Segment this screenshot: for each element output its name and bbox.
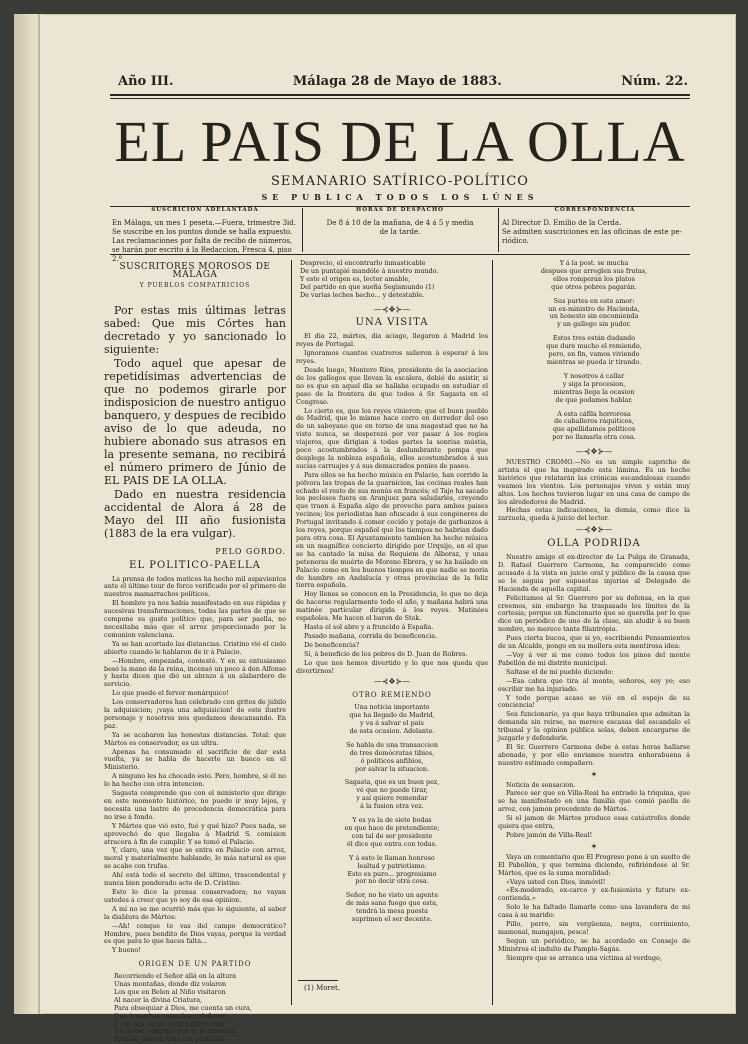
verse-line: que dure mucho el remiendo, <box>546 342 642 351</box>
notice-paragraph: Dado en nuestra residencia accidental de Alora á 28 de Mayo del III año fusionista (1883 de la era vulgar). <box>104 487 286 540</box>
paragraph: Esto lo dice la prensa conservadora; no vayan ustedes á creer que yo soy de esa opinion. <box>104 887 286 904</box>
paragraph: Hasta el sol abre y a fruncido á España. <box>304 622 434 631</box>
footnote: (1) Moret. <box>304 984 341 992</box>
verse-stanza <box>296 704 488 736</box>
verse-line: Estos tres están dudando <box>552 334 636 343</box>
issue-date: Málaga 28 de Mayo de 1883. <box>292 74 502 89</box>
poem <box>104 973 286 1044</box>
section-title: OLLA PODRIDA <box>547 538 641 550</box>
ornament-divider: ✶ <box>590 841 598 851</box>
verse-line: Y á esto le llaman honroso <box>349 853 435 862</box>
paragraph: El hombre ya nos había manifestado en sus rápidas y sucesivas transformaciones, todas las partes de que se compone su gusto político que, para ser paella, no necesitaba más que el arroz proporcionado por la comunion valenciana. <box>104 599 286 639</box>
hours-box <box>306 206 494 237</box>
paragraph: Desde luego, Montero Rios, presidente de la asociacion de los gallegos que llevan la escalera, debió de asistir, si no es que en aquel dia se hallaba ocupado en estudiar el paso de la frontera de que todos á Sr. Sagasta en el Congreso. <box>296 365 488 406</box>
verse-line: y va á salvar el país <box>360 719 424 728</box>
section-title: UNA VISITA <box>355 317 429 329</box>
rule-top-thin <box>110 98 690 99</box>
ornament-divider: —⊰❖⊱— <box>373 677 411 687</box>
article-body <box>498 554 690 768</box>
verse-line: él dice que entra con todas. <box>347 839 437 848</box>
spine-fold <box>38 14 40 1014</box>
paragraph: El Sr. Guerrero Carmona debe á estas horas hallarse abonado, y por ello enviamos nuestra enhorabuena á nuestro estimado compañero. <box>498 742 690 767</box>
footnote-rule <box>298 980 338 981</box>
ornament-divider: —⊰❖⊱— <box>575 447 613 457</box>
correspondence-box <box>502 206 688 246</box>
verse-stanza <box>498 411 690 443</box>
paragraph: Siempre que se arranca una víctima al verdugo, <box>506 953 662 962</box>
verse-line: mientras se pueda ir tirando. <box>546 357 642 366</box>
paragraph: «Vaya usted con Dios, inmóvil! <box>506 877 606 886</box>
verse-line: un honesto sin encomienda <box>549 312 639 321</box>
verse-line: con tal de ser presidente <box>351 831 433 840</box>
column-1 <box>104 260 287 1044</box>
subscription-line: Las reclamaciones por falta de recibo de números, <box>112 237 293 245</box>
paragraph: Pues cierta bucoa, que si yo, escribiendo Pensamientos de un Alcalde, pongo en su mollera esta mentirosa idea: <box>498 634 690 651</box>
info-divider <box>498 208 499 252</box>
news-brief <box>498 854 690 963</box>
verse-line: Sagasta, que es un buen pez, <box>344 778 440 787</box>
verse-line: en que hace de pretendiente; <box>344 824 440 832</box>
poem-line: Y este el origen es, lector amable, <box>300 274 411 283</box>
paragraph: Y bueno! <box>112 946 141 955</box>
notice-title: SUSCRITORES MOROSOS DE MÁLAGA <box>119 262 271 280</box>
paragraph: Y, claro, una vez que se entra en Palacio con arroz, moral y materialmente hablando, lo más natural es que se acabe con trufas. <box>104 846 286 871</box>
news-brief <box>498 782 690 840</box>
poem-line: Al nacer la divina Criatura, <box>114 995 203 1004</box>
paragraph: Sí, á beneficio de los pobres de D. Juan de Robres. <box>304 649 468 658</box>
verse-line: un ex-ministro de Hacienda, <box>548 304 640 313</box>
masthead-title: EL PAIS DE LA OLLA <box>114 109 686 174</box>
subscription-box <box>112 206 298 264</box>
verse-line: Sus partes en este amor: <box>553 296 635 305</box>
poem-ending <box>296 260 488 300</box>
paragraph: Los conservadores han celebrado con gritos de júbilo la adquisicion; ¡vaya una adquisicion! de este ilustre personaje y nosotros nos quedamos descansando. En paz. <box>104 698 286 730</box>
subscription-text <box>112 219 298 264</box>
ornament-divider: —⊰❖⊱— <box>575 525 613 535</box>
article-body <box>104 576 286 956</box>
paragraph: Hechas estas indicaciones, la demás, como dice la zarzuela, queda á juicio del lector. <box>498 506 690 523</box>
verse-stanza <box>498 260 690 292</box>
rule-info-bottom <box>110 254 690 255</box>
correspondence-line: Se admiten suscriciones en las oficinas de este pe- <box>502 228 682 236</box>
notice-paragraph: Por estas mis últimas letras sabed: Que mis Córtes han decretado y yo sancionado lo siguiente: <box>104 303 286 356</box>
verse-line: vé que no puede tirar, <box>356 786 428 795</box>
verse-stanza <box>498 335 690 367</box>
verse-stanza <box>296 855 488 887</box>
masthead-subtitle: SEMANARIO SATÍRICO-POLÍTICO <box>271 174 529 189</box>
verse-stanza <box>498 373 690 405</box>
verse-line: por no llamarla otra cosa. <box>552 433 636 442</box>
verse-line: Señor, no he visto un agente <box>345 891 439 900</box>
paragraph: —Voy á ver si me como todos los pinos del monte Pabellón de mi distrito municipal. <box>498 650 690 667</box>
verse-line: despues que arreglen sus frutas, <box>540 266 648 275</box>
paragraph: Parece ser que en Villa-Real ha entrado la triquina, que se ha manifestado en una familia que comió paella de arroz, con jamon procedente de Mártos. <box>498 789 690 814</box>
column-divider <box>291 260 292 1005</box>
paragraph: Pasado mañana, corrida de beneficencia. <box>304 631 438 640</box>
verse-line: Una noticia importante <box>354 703 430 712</box>
poem-line: Para obsequiar á Dios, me cuenta un cura, <box>114 1003 252 1012</box>
subscription-line: En Málaga, un mes 1 peseta.—Fuera, trimestre 3id. <box>112 219 296 227</box>
paragraph: Pillo, perro, sin vergüenza, negra, corrimiento, mamonal, mangajon, pesca! <box>498 920 690 936</box>
article-body <box>296 333 488 675</box>
verse-line: mientras llega la ocasion <box>553 387 635 396</box>
verse-line: de tres demócratas tibios, <box>349 748 435 757</box>
correspondence-heading: CORRESPONDENCIA <box>554 207 636 213</box>
paragraph: Segun un periódico, se ha acordado en Consejo de Ministros el indulto de Pamplo-Sagás. <box>498 936 690 953</box>
paragraph: Hoy llenes se conocen en la Presidencia, lo que no deja de hacerse regularmente todo el año, y mañana habrá una matinée particular dirigida á los reyes. Matinées españoles. Me hacen el baron de Stok. <box>296 590 488 623</box>
publication-schedule: SE PUBLICA TODOS LOS LÚNES <box>261 192 539 202</box>
paragraph: NUESTRO CROMO.—No es un simple capricho de artista el que ha inspirado esta lámina. Es un hecho histórico que relatarán las crónicas escandalosas cuando veamos los vientos. Los personajes viven y están muy altos. Los hechos tuvieron lugar en una casa de campo de los alrededores de Madrid. <box>498 458 690 506</box>
paragraph: Sea funcionario, ya que haya tribunales que admitan la demanda sin reirse, no merece escasas del escandalo el tribunal y la opinion pública solas, deben encargarse de juzgarle y defenderle. <box>498 710 690 743</box>
verse-line: Y á la post. se mucha <box>559 259 629 267</box>
verse-line: Y nosotros á callar <box>563 371 625 380</box>
verse-title: OTRO REMIENDO <box>352 691 432 700</box>
issue-number: Núm. 22. <box>621 74 688 89</box>
paragraph: Lo que puede el fervor monárquico! <box>112 689 229 698</box>
correspondence-line: Al Director D. Emilio de la Cerda. <box>502 219 622 227</box>
paragraph: Lo cierto es, que los reyes vinieron; que el buen pueblo de Madrid, que lo mismo hace corro en derredor del oso de un saboyano que en torno de una magestad que no ha visto nunca, se desperezó por ver pasar á los regios viajeros, que dirigian á todas partes la sonrisa mústia, poco acostumbrados á la deslumbrante pompa que desplega la nobleza española, ellos acostumbrados á sus sucias carruajes y á sus demacrados ponies de paseo. <box>296 406 488 470</box>
paragraph: Si el jamon de Mártos produce esas catástrofes donde quiera que entra, <box>498 814 690 831</box>
correspondence-text <box>502 219 688 246</box>
paragraph: A ninguno les ha chocado esto. Pero, hombre, si él no lo ha hecho con otra intencion. <box>104 772 286 789</box>
verse-line: que ha llegado de Madrid, <box>349 711 435 720</box>
subscription-line: Se suscribe en los puntos donde se halla expuesto. <box>112 228 293 236</box>
paragraph: Ya se han acortado las distancias. Cristino vió el cielo abierto cuando le hablaron de ir á Palacio. <box>104 639 286 656</box>
paragraph: Ignoramos cuantos cuatreros salieron á esperar á los reyes. <box>296 349 488 366</box>
poem-line: Probóle Jehová; tras con profundo <box>114 1035 225 1044</box>
poem-line: Del partido en que sueña Segismundo (1) <box>300 282 435 291</box>
verse-line: por salvar la situacion. <box>355 764 429 773</box>
paragraph: Y Mártos que vió esto, fué y qué hizo? Pues nada, se aprovechó de que llegaba á Madrid S. comision atracera á fin de cumplir. Y se tomó el Palacio. <box>104 821 286 846</box>
paragraph: Vaya un comentario que El Progreso pone á un suelto de El Pabellón, y que termina diciendo, refiriéndose al Sr. Mártos, que es la suma moralidad: <box>498 852 690 877</box>
paragraph: Solo le ha faltado llamarle como una lavandera de mi casa á su marido: <box>498 903 690 920</box>
paragraph: Pobre jamón de Villa-Real! <box>506 831 593 839</box>
verse-line: de más sana fuego que esta, <box>346 899 438 908</box>
paragraph: Ya se acabaron las honestas distancias. Total: que Mártos es conservador, es un ultra. <box>104 730 286 747</box>
verse-line: suprimen el ser decente. <box>351 915 433 924</box>
paragraph: Para ellos se ha hecho música en Palacio, han corrido la pólvora las tropas de la guarnicion, las cocinas reales han echado el resto de sus menús en francés; el Tajo ha sacado los peclosos fuera en Aranjuez para saludarles, creyendo que traen á España algo de provecho para ambos paises vecinos; los periodistas han ofuscado á sus congéneres de Portugal invitando á comer cocido y potaje de garbanzos á los reyes, porque español que los tiempos no habrian dado para otra cosa. El Ayuntamiento tambien ha hecho música en un magnífico concierto dirigido por Urquijo, en el que se ha cantado la misa de Requiem de Alboraz, y unas peteneras de muérte de Moreno Ebrera, y se ha bailado en Palacio como en los buenos tiempos en que nadie se moria de hambre en Andalucía y otras provincias de la feliz tierra española. <box>296 470 488 590</box>
verse-line: pero, en fin, vamos viviendo <box>548 350 640 359</box>
verse-line: á la fusion otra vez. <box>360 802 424 811</box>
verse-stanza <box>498 298 690 330</box>
verse-line: ó políticos anfibios, <box>360 756 424 765</box>
poem-line: Recorriendo el Señor allá en la altura <box>114 972 237 981</box>
verse-line: Esto es puro... progresismo <box>347 869 437 878</box>
paragraph: El dia 22, mártes, dia aciago, llegaron á Madrid los reyes de Portugal. <box>296 332 488 349</box>
hours-line: de la tarde. <box>379 228 421 236</box>
verse-line: ellos romperán los platos <box>553 274 635 283</box>
poem-line: Que á muchos animales ordeñaron <box>114 1011 227 1020</box>
verse-line: tendrá la mesa puesta <box>356 907 428 916</box>
verse-line: de caballeros ráquiticos, <box>554 417 634 426</box>
notice-subtitle: Y PUEBLOS COMPATRICIOS <box>139 281 251 289</box>
column-2 <box>296 260 488 1010</box>
paragraph: La prensa de todos matices ha hecho mil aspavientos ante el último tour de force verificado por el primero de nuestros mamarrachos políticos. <box>104 574 286 599</box>
paragraph: Felicitamos al Sr. Guerrero por su defensa, en la que creemos, sin embargo ha traspasado los límites de la cortesia; porque un funcionario que se querella por lo que dice un periódico de uno de la clase, sin aludir á su buen nombre, no merece tanta filantrópia. <box>498 593 690 634</box>
section-title: EL POLITICO-PAELLA <box>129 559 261 571</box>
verse-stanza <box>296 779 488 811</box>
verse-line: y un gallego sin pudor. <box>557 320 631 329</box>
paragraph: Lo que nos hemos divertido y lo que nos queda que divertirnos! <box>296 658 488 675</box>
poem-line: Los que en Belen al Niño visitaron <box>114 987 226 996</box>
issue-meta <box>118 74 688 89</box>
verse-line: de que podamos hablar. <box>555 395 633 404</box>
paragraph: Sagasta comprende que con el ministerio que dirige en este momento histórico, no puede ir muy lejos, y necesita una lastre de procedencia democrática para no irse á fondo. <box>104 789 286 821</box>
rule-top <box>110 94 690 96</box>
poem-line: De varias leches hecho... y detestable. <box>300 290 425 299</box>
notice-body <box>104 304 286 540</box>
paragraph: —Esa cabra que tira al monte, señores, soy yo; eso escribir me ha injuriado. <box>498 676 690 693</box>
hours-heading: HORAS DE DESPACHO <box>356 207 444 213</box>
subscription-line: se harán por escrito á la Redaccion, Fresca 4, piso 2.º <box>112 246 292 263</box>
poem-line: Unas montañas, donde diz volaron <box>114 980 227 989</box>
poem-line: Un queso, singular por su hermosura. <box>114 1027 237 1036</box>
paragraph: Noticia de sensacion. <box>506 780 576 789</box>
poem-line: Y con sus varias leches fabricaron <box>114 1019 225 1028</box>
cromo-note <box>498 459 690 523</box>
verse-line: lealtad y patriotismo. <box>357 861 427 870</box>
verse-line: Se habla de una transaccion <box>346 740 438 749</box>
paragraph: —Hombre, empezada, contestó. Y en su entusiasmo besó la mano de la reina, incensó un poco á don Alfonso y hasta dicen que dió un abrazo á un alabardero de servicio. <box>104 656 286 689</box>
verse-stanza <box>296 892 488 924</box>
issue-year: Año III. <box>118 74 174 89</box>
newspaper-page <box>14 14 736 1044</box>
verse-stanza <box>296 742 488 774</box>
paragraph: Apenas ha consumado el sacrificio de dar esta vuelta, ya se habla de hacerle un hueco en el Ministerio. <box>104 747 286 772</box>
verse-line: Y es ya la de siete bodas <box>352 816 432 825</box>
paragraph: Saltase el de mi pueblo diciendo: <box>506 667 614 676</box>
paragraph: A mí no se me ocurrió más que lo siguiente, al saber la diablura de Mártos: <box>104 904 286 921</box>
verse-line: de esta ocasion. Adelante. <box>349 726 435 735</box>
poem-line: Desprecio, el encontrarlo inmasticable <box>300 259 426 267</box>
paragraph: Ahí está todo el secreto del último, trascendental y nunca bien ponderado acto de D. Cristino. <box>104 871 286 888</box>
paragraph: Y todo porque acaso se vió en el espejo de su conciencia! <box>498 693 690 710</box>
poem-line: De un puntapié mandóle á nuestro mundo. <box>300 266 439 275</box>
ornament-divider: ✶ <box>590 769 598 779</box>
subscription-heading: SUSCRICION ADELANTADA <box>151 207 259 213</box>
correspondence-line: riódico. <box>502 237 529 245</box>
verse-line: A esta cáfila horrorosa <box>557 409 631 418</box>
paragraph: «Ex-moderado, ex-carco y ex-fusionista y futuro ex-contienda.» <box>498 886 690 903</box>
verse-line: y así quiere remendar <box>356 794 428 803</box>
verse-line: que otros pobres pagarán. <box>551 282 637 291</box>
paragraph: —Ah! conque te vas del campo democrático? Hombre, pues bendito de Dios vayas, porque la verdad es que para lo que haces falta... <box>104 921 286 946</box>
notice-signature: PELO GORDO. <box>215 546 286 556</box>
verse-line: y siga la procesion, <box>562 379 626 388</box>
verse-line: por no decir otra cosa. <box>355 877 429 886</box>
ornament-divider: —⊰❖⊱— <box>373 304 411 314</box>
column-3 <box>498 260 690 1010</box>
info-divider <box>302 208 303 252</box>
poem-title: ORIGEN DE UN PARTIDO <box>138 960 252 969</box>
column-divider <box>492 260 493 1005</box>
verse-line: que apellidamos políticos <box>552 425 636 434</box>
paragraph: Nuestro amigo el ex-director de La Pulga de Granada, D. Rafael Guerrero Carmona, ha comparecido como acusado á la vista en juicio oral y público de la causa que se le seguia por supuestas injurias al Delegado de Hacienda de aquella capital. <box>498 553 690 593</box>
hours-line: De 8 á 10 de la mañana, de 4 á 5 y media <box>326 219 474 227</box>
paragraph: De beneficencia? <box>304 640 360 649</box>
notice-paragraph: Todo aquel que apesar de repetidísimas advertencias de que no podemos girarle por indisposicion de nuestro antiguo banquero, y despues de recibido aviso de lo que adeuda, no hubiere abonado sus atrasos en la presente semana, no recibirá el número primero de Júnio de EL PAIS DE LA OLLA. <box>104 356 287 487</box>
verse-stanza <box>296 817 488 849</box>
